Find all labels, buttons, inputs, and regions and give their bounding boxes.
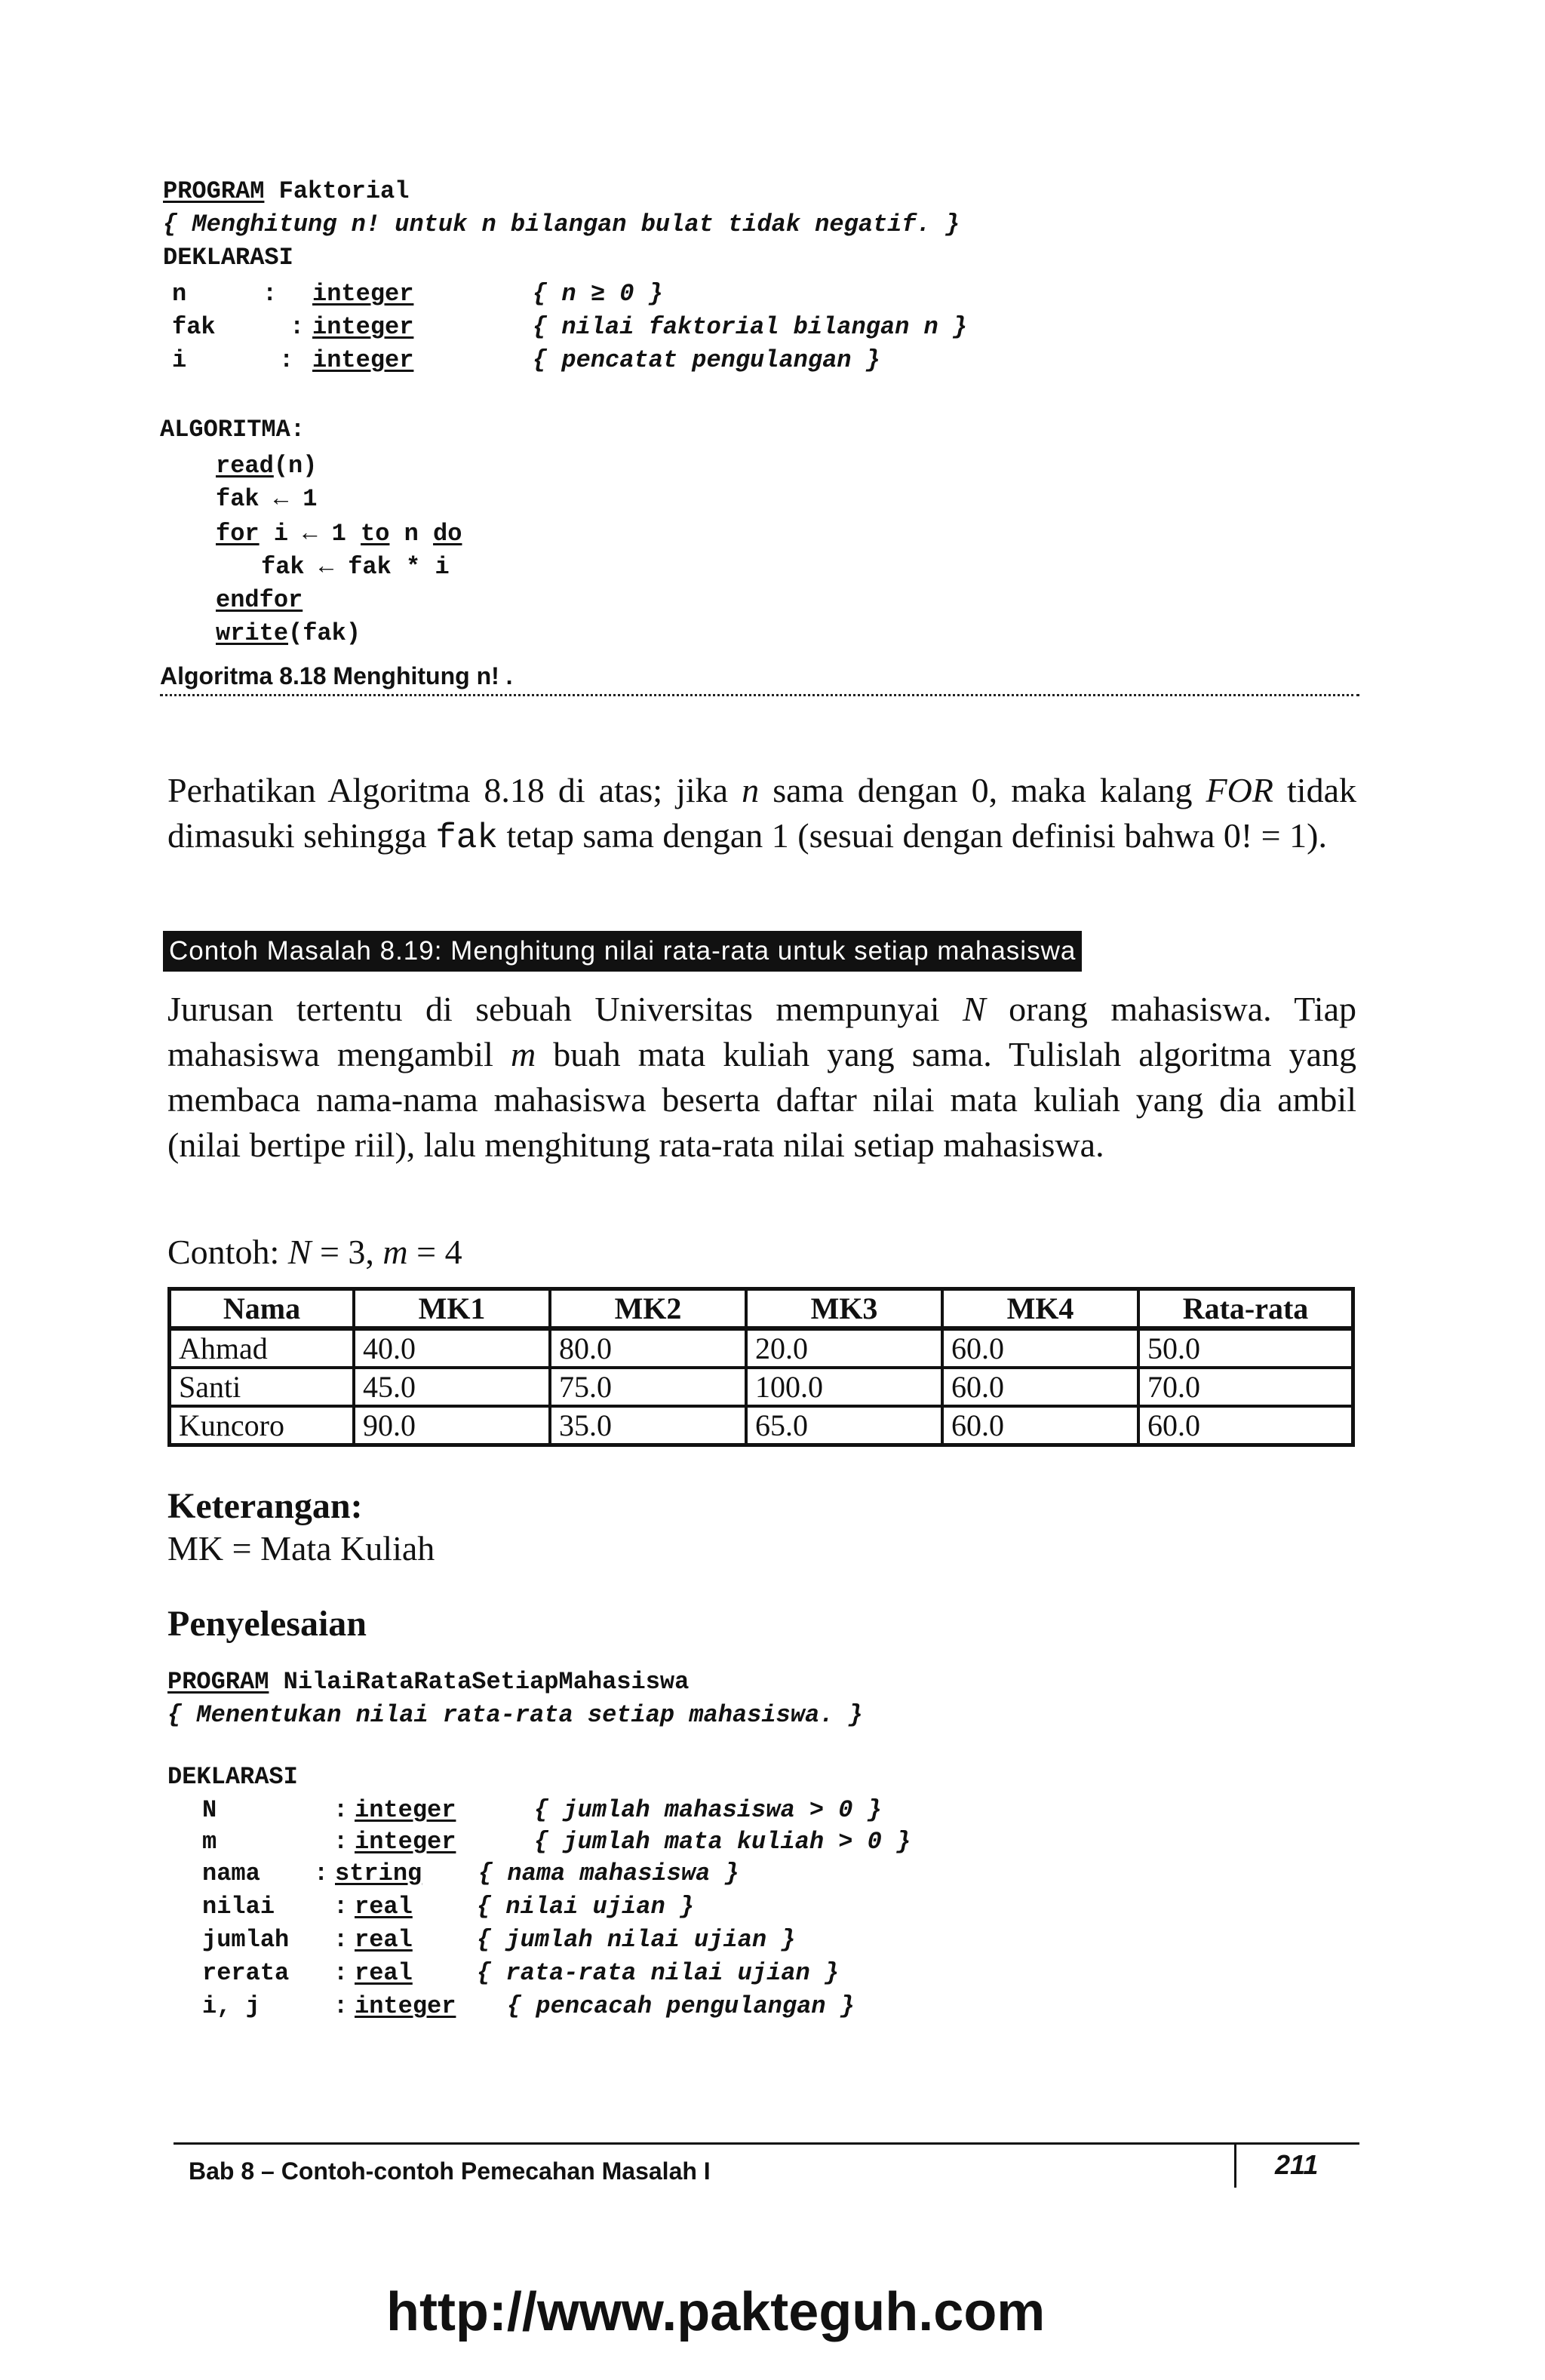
cell-mk2: 75.0 bbox=[550, 1368, 746, 1406]
decl-name: nilai bbox=[202, 1893, 275, 1921]
decl-type: real bbox=[355, 1926, 413, 1954]
para2-text-c: buah mata kuliah yang sama. Tulislah algoritma yang membaca nama-nama mahasiswa beserta daftar nilai mata kuliah yang dia ambil (nilai bertipe riil), lalu menghitung rata-rata nilai setiap mahasiswa. bbox=[167, 1035, 1356, 1164]
read-arg: (n) bbox=[273, 452, 318, 480]
para1-text-b: sama dengan 0, maka kalang bbox=[759, 771, 1206, 809]
example-var-m: m bbox=[382, 1233, 408, 1271]
decl-colon: : bbox=[333, 1828, 349, 1856]
para1-text-c: tidak dimasuki sehingga bbox=[167, 771, 1357, 855]
decl-type: integer bbox=[355, 1828, 456, 1856]
para2-text-b: orang mahasiswa. Tiap mahasiswa mengambil bbox=[167, 990, 1356, 1073]
cell-nama: Santi bbox=[170, 1368, 355, 1406]
decl-name: jumlah bbox=[202, 1926, 290, 1954]
program1-algo-title: ALGORITMA: bbox=[160, 416, 306, 444]
decl-name: n bbox=[172, 280, 187, 308]
decl-comment: { nilai faktorial bilangan n } bbox=[533, 313, 968, 341]
program1-comment: { Menghitung n! untuk n bilangan bulat tidak negatif. } bbox=[163, 210, 960, 238]
algo-line-assign: fak ← 1 bbox=[216, 485, 318, 513]
decl-comment: { nama mahasiswa } bbox=[478, 1859, 739, 1887]
caption-divider bbox=[160, 694, 1359, 696]
cell-rata-rata: 60.0 bbox=[1138, 1406, 1353, 1445]
example-var-N: N bbox=[287, 1233, 312, 1271]
program2-decl-title: DEKLARASI bbox=[167, 1763, 298, 1791]
read-keyword: read bbox=[216, 452, 274, 480]
header-mk1: MK1 bbox=[354, 1289, 550, 1329]
algo-line-for bbox=[216, 517, 462, 551]
table-row bbox=[170, 1328, 1353, 1368]
example-line bbox=[167, 1231, 462, 1273]
header-nama: Nama bbox=[170, 1289, 355, 1329]
decl-comment: { n ≥ 0 } bbox=[533, 280, 663, 308]
program2-comment: { Menentukan nilai rata-rata setiap mahasiswa. } bbox=[167, 1701, 863, 1729]
program-keyword: PROGRAM bbox=[167, 1668, 269, 1696]
page-number: 211 bbox=[1275, 2149, 1319, 2180]
footer-chapter: Bab 8 – Contoh-contoh Pemecahan Masalah I bbox=[189, 2157, 711, 2185]
decl-type: integer bbox=[312, 346, 414, 374]
paragraph-2 bbox=[167, 987, 1356, 1168]
paragraph-1 bbox=[167, 768, 1356, 861]
footer-separator bbox=[1234, 2144, 1236, 2188]
cell-mk1: 45.0 bbox=[354, 1368, 550, 1406]
decl-colon: : bbox=[279, 346, 294, 374]
decl-colon: : bbox=[314, 1859, 329, 1887]
para2-var-N: N bbox=[963, 990, 986, 1028]
do-keyword: do bbox=[433, 520, 462, 548]
for-keyword: for bbox=[216, 520, 260, 548]
for-limit: n bbox=[389, 520, 434, 548]
decl-name: nama bbox=[202, 1859, 260, 1887]
algo-line-write bbox=[216, 617, 361, 650]
decl-type: string bbox=[335, 1859, 422, 1887]
decl-comment: { pencacah pengulangan } bbox=[507, 1992, 855, 2020]
program-name: NilaiRataRataSetiapMahasiswa bbox=[283, 1668, 690, 1696]
decl-comment: { jumlah mahasiswa > 0 } bbox=[534, 1796, 882, 1824]
cell-nama: Ahmad bbox=[170, 1328, 355, 1368]
decl-name: i, j bbox=[202, 1992, 260, 2020]
decl-type: real bbox=[355, 1959, 413, 1987]
para1-fak: fak bbox=[435, 818, 499, 858]
decl-comment: { jumlah mata kuliah > 0 } bbox=[534, 1828, 911, 1856]
cell-mk3: 20.0 bbox=[746, 1328, 942, 1368]
example-label: Contoh: bbox=[167, 1233, 288, 1271]
write-arg: (fak) bbox=[288, 619, 361, 647]
for-init: i ← 1 bbox=[259, 520, 361, 548]
cell-mk1: 40.0 bbox=[354, 1328, 550, 1368]
cell-nama: Kuncoro bbox=[170, 1406, 355, 1445]
decl-comment: { nilai ujian } bbox=[477, 1893, 695, 1921]
decl-colon: : bbox=[333, 1959, 349, 1987]
cell-mk3: 65.0 bbox=[746, 1406, 942, 1445]
header-mk4: MK4 bbox=[942, 1289, 1138, 1329]
example-banner: Contoh Masalah 8.19: Menghitung nilai rata-rata untuk setiap mahasiswa bbox=[163, 931, 1082, 972]
program1-header bbox=[163, 175, 409, 208]
example-eq1: = 3, bbox=[311, 1233, 383, 1271]
decl-type: real bbox=[355, 1893, 413, 1921]
decl-name: fak bbox=[172, 313, 216, 341]
decl-name: rerata bbox=[202, 1959, 290, 1987]
cell-mk3: 100.0 bbox=[746, 1368, 942, 1406]
endfor-keyword: endfor bbox=[216, 586, 303, 614]
para1-text-a: Perhatikan Algoritma 8.18 di atas; jika bbox=[167, 771, 742, 809]
para1-var-n: n bbox=[742, 771, 760, 809]
algo-line-read bbox=[216, 450, 317, 483]
decl-colon: : bbox=[333, 1796, 349, 1824]
decl-comment: { rata-rata nilai ujian } bbox=[477, 1959, 840, 1987]
cell-rata-rata: 70.0 bbox=[1138, 1368, 1353, 1406]
decl-type: integer bbox=[312, 280, 414, 308]
decl-type: integer bbox=[355, 1992, 456, 2020]
decl-comment: { jumlah nilai ujian } bbox=[477, 1926, 796, 1954]
decl-type: integer bbox=[355, 1796, 456, 1824]
cell-mk1: 90.0 bbox=[354, 1406, 550, 1445]
decl-name: i bbox=[172, 346, 187, 374]
footer-rule bbox=[174, 2142, 1359, 2145]
program-keyword: PROGRAM bbox=[163, 177, 265, 205]
program2-header bbox=[167, 1666, 689, 1699]
keterangan-title: Keterangan: bbox=[167, 1486, 363, 1526]
cell-mk4: 60.0 bbox=[942, 1328, 1138, 1368]
cell-mk2: 80.0 bbox=[550, 1328, 746, 1368]
example-eq2: = 4 bbox=[407, 1233, 462, 1271]
para1-for: FOR bbox=[1206, 771, 1273, 809]
cell-mk4: 60.0 bbox=[942, 1368, 1138, 1406]
grades-table bbox=[167, 1287, 1355, 1447]
decl-colon: : bbox=[333, 1893, 349, 1921]
algo-line-body: fak ← fak * i bbox=[261, 553, 450, 581]
decl-type: integer bbox=[312, 313, 414, 341]
cell-rata-rata: 50.0 bbox=[1138, 1328, 1353, 1368]
decl-name: m bbox=[202, 1828, 217, 1856]
decl-colon: : bbox=[263, 280, 278, 308]
decl-colon: : bbox=[290, 313, 305, 341]
decl-comment: { pencatat pengulangan } bbox=[533, 346, 880, 374]
para1-text-d: tetap sama dengan 1 (sesuai dengan definisi bahwa 0! = 1). bbox=[498, 816, 1327, 855]
table-row bbox=[170, 1406, 1353, 1445]
table-row bbox=[170, 1368, 1353, 1406]
decl-name: N bbox=[202, 1796, 217, 1824]
header-mk3: MK3 bbox=[746, 1289, 942, 1329]
cell-mk4: 60.0 bbox=[942, 1406, 1138, 1445]
header-rata-rata: Rata-rata bbox=[1138, 1289, 1353, 1329]
to-keyword: to bbox=[361, 520, 390, 548]
decl-colon: : bbox=[333, 1926, 349, 1954]
keterangan-text: MK = Mata Kuliah bbox=[167, 1529, 435, 1568]
para2-var-m: m bbox=[510, 1035, 536, 1073]
decl-colon: : bbox=[333, 1992, 349, 2020]
write-keyword: write bbox=[216, 619, 289, 647]
website-url: http://www.pakteguh.com bbox=[386, 2282, 1046, 2342]
table-header-row bbox=[170, 1289, 1353, 1329]
cell-mk2: 35.0 bbox=[550, 1406, 746, 1445]
program-name: Faktorial bbox=[278, 177, 410, 205]
para2-text-a: Jurusan tertentu di sebuah Universitas mempunyai bbox=[167, 990, 963, 1028]
header-mk2: MK2 bbox=[550, 1289, 746, 1329]
penyelesaian-heading: Penyelesaian bbox=[167, 1604, 367, 1644]
program1-decl-title: DEKLARASI bbox=[163, 244, 293, 272]
algorithm-caption: Algoritma 8.18 Menghitung n! . bbox=[160, 662, 513, 689]
